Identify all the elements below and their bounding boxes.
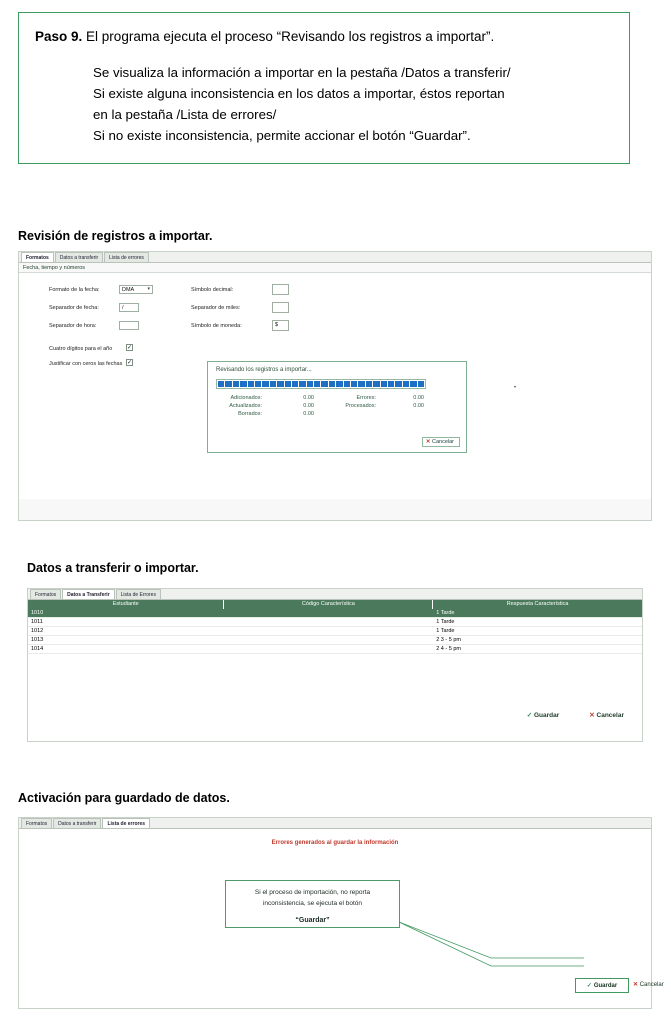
step-callout-content bbox=[19, 13, 629, 156]
grid-col-estudiante: Estudiante bbox=[28, 600, 224, 609]
save-button[interactable] bbox=[575, 978, 629, 993]
cancel-button-label: Cancelar bbox=[639, 982, 664, 988]
error-list-title: Errores generados al guardar la información bbox=[271, 840, 399, 846]
progress-block bbox=[381, 381, 387, 387]
input-simbolo-decimal[interactable] bbox=[272, 284, 289, 295]
cell-respuesta: 1 Tarde bbox=[436, 619, 455, 625]
shot1-tabbar bbox=[19, 252, 651, 263]
progress-block bbox=[292, 381, 298, 387]
progress-block bbox=[277, 381, 283, 387]
step-label: Paso 9. bbox=[35, 29, 83, 44]
progress-bar bbox=[216, 379, 426, 389]
cell-respuesta: 1 Tarde bbox=[436, 628, 455, 634]
cell-respuesta: 2 3 - 5 pm bbox=[436, 637, 461, 643]
annotation-connector-line bbox=[399, 922, 584, 984]
label-simbolo-decimal: Símbolo decimal: bbox=[191, 287, 234, 293]
shot2-tabbar bbox=[28, 589, 642, 600]
table-row[interactable] bbox=[28, 645, 642, 654]
grid-col-respuesta-caracteristica: Respuesta Característica bbox=[506, 601, 569, 607]
shot3-tab-formatos[interactable]: Formatos bbox=[21, 818, 52, 828]
save-button-label: Guardar bbox=[533, 712, 560, 719]
shot2-tab-datos-transferir[interactable]: Datos a Transferir bbox=[62, 589, 115, 599]
close-icon: ✕ bbox=[633, 982, 639, 988]
progress-block bbox=[418, 381, 424, 387]
shot1-panel-title: Fecha, tiempo y números bbox=[19, 263, 651, 273]
progress-block bbox=[307, 381, 313, 387]
label-formato-fecha: Formato de la fecha: bbox=[49, 287, 100, 293]
shot3-tab-lista-errores[interactable]: Lista de errores bbox=[102, 818, 150, 828]
decorative-dot: • bbox=[514, 385, 517, 391]
stat-label-adicionados: Adicionados: bbox=[230, 395, 262, 401]
cell-estudiante: 1010 bbox=[31, 610, 44, 616]
stat-value-empty bbox=[376, 411, 424, 417]
step-body-line-2: Si existe alguna inconsistencia en los datos a importar, éstos reportan bbox=[93, 86, 505, 101]
progress-dialog bbox=[207, 361, 467, 453]
stat-label-errores: Errores: bbox=[356, 395, 376, 401]
label-separador-hora: Separador de hora: bbox=[49, 323, 97, 329]
stat-value-errores: 0.00 bbox=[413, 395, 424, 401]
progress-block bbox=[351, 381, 357, 387]
check-icon: ✓ bbox=[586, 983, 592, 989]
progress-block bbox=[240, 381, 246, 387]
step-body bbox=[93, 62, 613, 146]
cancel-button[interactable] bbox=[589, 711, 624, 719]
progress-block bbox=[336, 381, 342, 387]
progress-block bbox=[314, 381, 320, 387]
caption-datos-transferir: Datos a transferir o importar. bbox=[27, 561, 199, 575]
shot1-tab-datos-transferir[interactable]: Datos a transferir bbox=[55, 252, 103, 262]
progress-block bbox=[262, 381, 268, 387]
check-icon: ✓ bbox=[526, 712, 533, 719]
shot2-tab-formatos[interactable]: Formatos bbox=[30, 589, 61, 599]
label-justificar-ceros: Justificar con ceros las fechas bbox=[49, 361, 123, 367]
close-icon: ✕ bbox=[589, 712, 595, 719]
checkbox-cuatro-digitos[interactable]: ✓ bbox=[127, 345, 133, 351]
table-row[interactable] bbox=[28, 609, 642, 618]
checkbox-justificar-ceros[interactable]: ✓ bbox=[127, 360, 133, 366]
annotation-note-box bbox=[225, 880, 400, 928]
cell-respuesta: 1 Tarde bbox=[436, 610, 455, 616]
progress-dialog-title: Revisando los registros a importar... bbox=[216, 367, 312, 373]
input-separador-fecha[interactable]: / bbox=[119, 303, 139, 312]
screenshot-datos-transferir bbox=[27, 588, 643, 742]
stat-row-borrados bbox=[216, 411, 460, 417]
label-simbolo-moneda: Símbolo de moneda: bbox=[191, 323, 242, 329]
progress-block bbox=[321, 381, 327, 387]
cell-codigo bbox=[224, 636, 433, 644]
progress-block bbox=[285, 381, 291, 387]
table-row[interactable] bbox=[28, 636, 642, 645]
note-line-1: Si el proceso de importación, no reporta bbox=[254, 889, 371, 896]
label-separador-fecha: Separador de fecha: bbox=[49, 305, 99, 311]
step-line-one-text: El programa ejecuta el proceso “Revisando los registros a importar”. bbox=[86, 29, 495, 44]
stat-label-actualizados: Actualizados: bbox=[229, 403, 262, 409]
progress-block bbox=[233, 381, 239, 387]
progress-block bbox=[329, 381, 335, 387]
dialog-cancel-label: Cancelar bbox=[431, 439, 454, 445]
step-body-line-1: Se visualiza la información a importar en la pestaña /Datos a transferir/ bbox=[93, 65, 511, 80]
progress-block bbox=[373, 381, 379, 387]
grid-header bbox=[28, 600, 642, 609]
stat-value-adicionados: 0.00 bbox=[303, 395, 314, 401]
cell-codigo bbox=[224, 618, 433, 626]
input-separador-hora[interactable] bbox=[119, 321, 139, 330]
label-separador-miles: Separador de miles: bbox=[191, 305, 241, 311]
screenshot-activacion-guardado bbox=[18, 817, 664, 1009]
stat-label-empty bbox=[320, 411, 376, 417]
progress-block bbox=[395, 381, 401, 387]
progress-block bbox=[218, 381, 224, 387]
shot3-tab-datos-transferir[interactable]: Datos a transferir bbox=[53, 818, 101, 828]
cell-codigo bbox=[224, 609, 433, 617]
step-body-line-4: Si no existe inconsistencia, permite accionar el botón “Guardar”. bbox=[93, 128, 471, 143]
stat-value-actualizados: 0.00 bbox=[303, 403, 314, 409]
cancel-button[interactable] bbox=[633, 981, 664, 988]
progress-block bbox=[225, 381, 231, 387]
screenshot-revision-registros bbox=[18, 251, 652, 521]
shot1-form-area bbox=[19, 273, 651, 499]
stat-label-borrados: Borrados: bbox=[238, 411, 262, 417]
grid-col-codigo-caracteristica: Código Característica bbox=[224, 600, 433, 609]
stat-row-actualizados bbox=[216, 403, 460, 409]
grid-body bbox=[28, 609, 642, 654]
progress-block bbox=[270, 381, 276, 387]
input-formato-fecha[interactable]: DMA ▾ bbox=[119, 285, 153, 294]
shot3-tabbar bbox=[19, 818, 651, 829]
progress-stats bbox=[216, 395, 460, 419]
shot2-action-buttons bbox=[527, 711, 624, 719]
cancel-button-label: Cancelar bbox=[596, 712, 624, 719]
progress-block bbox=[255, 381, 261, 387]
cell-codigo bbox=[224, 645, 433, 653]
input-separador-miles[interactable] bbox=[272, 302, 289, 313]
save-button[interactable] bbox=[527, 711, 560, 719]
progress-block bbox=[403, 381, 409, 387]
close-icon: ✕ bbox=[425, 439, 431, 445]
cell-estudiante: 1013 bbox=[31, 637, 44, 643]
cell-estudiante: 1014 bbox=[31, 646, 44, 652]
stat-row-adicionados bbox=[216, 395, 460, 401]
shot1-tab-formatos[interactable]: Formatos bbox=[21, 252, 54, 262]
cell-codigo bbox=[224, 627, 433, 635]
input-simbolo-moneda[interactable]: $ bbox=[272, 320, 289, 331]
step-body-line-3: en la pestaña /Lista de errores/ bbox=[93, 107, 277, 122]
note-line-2: inconsistencia, se ejecuta el botón bbox=[262, 900, 362, 907]
progress-block bbox=[358, 381, 364, 387]
label-cuatro-digitos: Cuatro dígitos para el año bbox=[49, 346, 113, 352]
dialog-cancel-button[interactable] bbox=[422, 437, 460, 447]
progress-block bbox=[388, 381, 394, 387]
progress-block bbox=[366, 381, 372, 387]
cell-estudiante: 1011 bbox=[31, 619, 43, 625]
shot1-tab-lista-errores[interactable]: Lista de errores bbox=[104, 252, 149, 262]
cell-estudiante: 1012 bbox=[31, 628, 44, 634]
table-row[interactable] bbox=[28, 618, 642, 627]
stat-value-borrados: 0.00 bbox=[303, 411, 314, 417]
save-button-label: Guardar bbox=[593, 982, 618, 989]
progress-block bbox=[248, 381, 254, 387]
caption-revision-registros: Revisión de registros a importar. bbox=[18, 229, 213, 243]
caption-activacion-guardado: Activación para guardado de datos. bbox=[18, 791, 230, 805]
progress-block bbox=[299, 381, 305, 387]
progress-block bbox=[410, 381, 416, 387]
stat-label-procesados: Procesados: bbox=[345, 403, 376, 409]
step-line-one bbox=[35, 27, 613, 46]
shot2-tab-lista-errores[interactable]: Lista de Errores bbox=[116, 589, 161, 599]
cell-respuesta: 2 4 - 5 pm bbox=[436, 646, 461, 652]
step-callout-box bbox=[18, 12, 630, 164]
note-bold-guardar: “Guardar” bbox=[295, 917, 330, 924]
table-row[interactable] bbox=[28, 627, 642, 636]
progress-block bbox=[344, 381, 350, 387]
stat-value-procesados: 0.00 bbox=[413, 403, 424, 409]
